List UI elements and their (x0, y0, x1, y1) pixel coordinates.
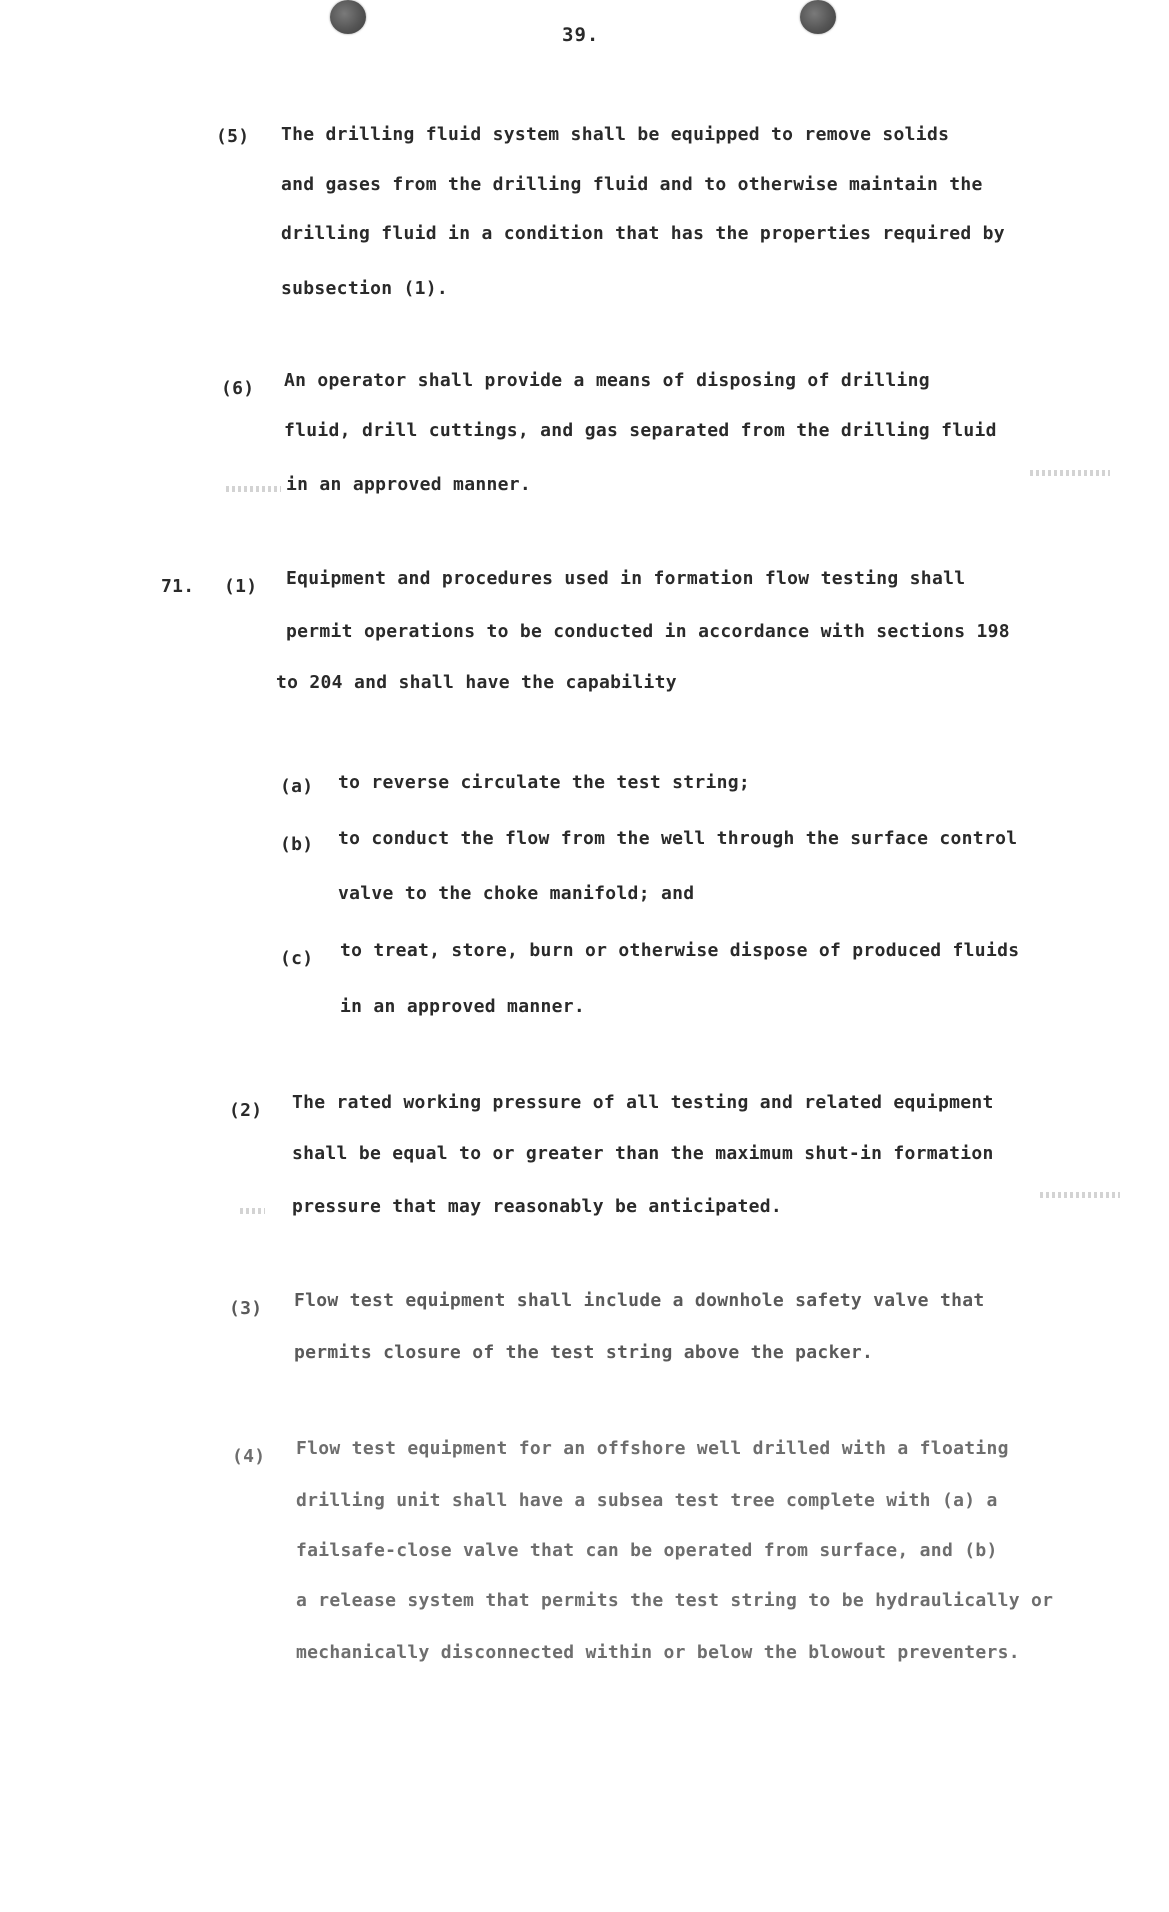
paragraph-6-line-1: An operator shall provide a means of disposing of drilling (284, 370, 930, 391)
item-c-label: (c) (280, 948, 314, 969)
section-71-2-line-3: pressure that may reasonably be anticipated. (292, 1196, 783, 1217)
paragraph-5-label: (5) (216, 126, 250, 147)
section-71-2-line-1: The rated working pressure of all testing and related equipment (292, 1092, 994, 1113)
section-71-3-label: (3) (229, 1298, 263, 1319)
scan-artifact (1030, 470, 1110, 476)
paragraph-5-line-3: drilling fluid in a condition that has the properties required by (281, 223, 1005, 244)
page-number: 39. (562, 24, 600, 46)
section-71-1-label: (1) (224, 576, 258, 597)
section-71-2-line-2: shall be equal to or greater than the maximum shut-in formation (292, 1143, 994, 1164)
section-71-4-line-2: drilling unit shall have a subsea test tree complete with (a) a (296, 1490, 998, 1511)
item-a-label: (a) (280, 776, 314, 797)
item-b-label: (b) (280, 834, 314, 855)
item-b-line-1: to conduct the flow from the well through the surface control (338, 828, 1018, 849)
item-c-line-2: in an approved manner. (340, 996, 586, 1017)
section-71-4-line-4: a release system that permits the test string to be hydraulically or (296, 1590, 1054, 1611)
paragraph-6-line-3: in an approved manner. (286, 474, 532, 495)
section-71-1-line-3: to 204 and shall have the capability (276, 672, 677, 693)
item-b-line-2: valve to the choke manifold; and (338, 883, 695, 904)
scan-artifact (226, 486, 281, 492)
section-71-3-line-2: permits closure of the test string above the packer. (294, 1342, 874, 1363)
section-71-4-line-5: mechanically disconnected within or below the blowout preventers. (296, 1642, 1020, 1663)
item-c-line-1: to treat, store, burn or otherwise dispose of produced fluids (340, 940, 1020, 961)
punch-hole-right (800, 0, 836, 34)
section-71-3-line-1: Flow test equipment shall include a downhole safety valve that (294, 1290, 985, 1311)
section-71-number: 71. (161, 576, 195, 597)
paragraph-5-line-2: and gases from the drilling fluid and to otherwise maintain the (281, 174, 983, 195)
scan-artifact (1040, 1192, 1120, 1198)
section-71-4-label: (4) (232, 1446, 266, 1467)
section-71-1-line-2: permit operations to be conducted in accordance with sections 198 (286, 621, 1010, 642)
section-71-2-label: (2) (229, 1100, 263, 1121)
section-71-1-line-1: Equipment and procedures used in formation flow testing shall (286, 568, 966, 589)
paragraph-6-line-2: fluid, drill cuttings, and gas separated from the drilling fluid (284, 420, 997, 441)
paragraph-5-line-1: The drilling fluid system shall be equipped to remove solids (281, 124, 950, 145)
punch-hole-left (330, 0, 366, 34)
section-71-4-line-3: failsafe-close valve that can be operated from surface, and (b) (296, 1540, 998, 1561)
paragraph-5-line-4: subsection (1). (281, 278, 449, 299)
item-a-line-1: to reverse circulate the test string; (338, 772, 751, 793)
paragraph-6-label: (6) (221, 378, 255, 399)
scan-artifact (240, 1208, 265, 1214)
section-71-4-line-1: Flow test equipment for an offshore well drilled with a floating (296, 1438, 1009, 1459)
